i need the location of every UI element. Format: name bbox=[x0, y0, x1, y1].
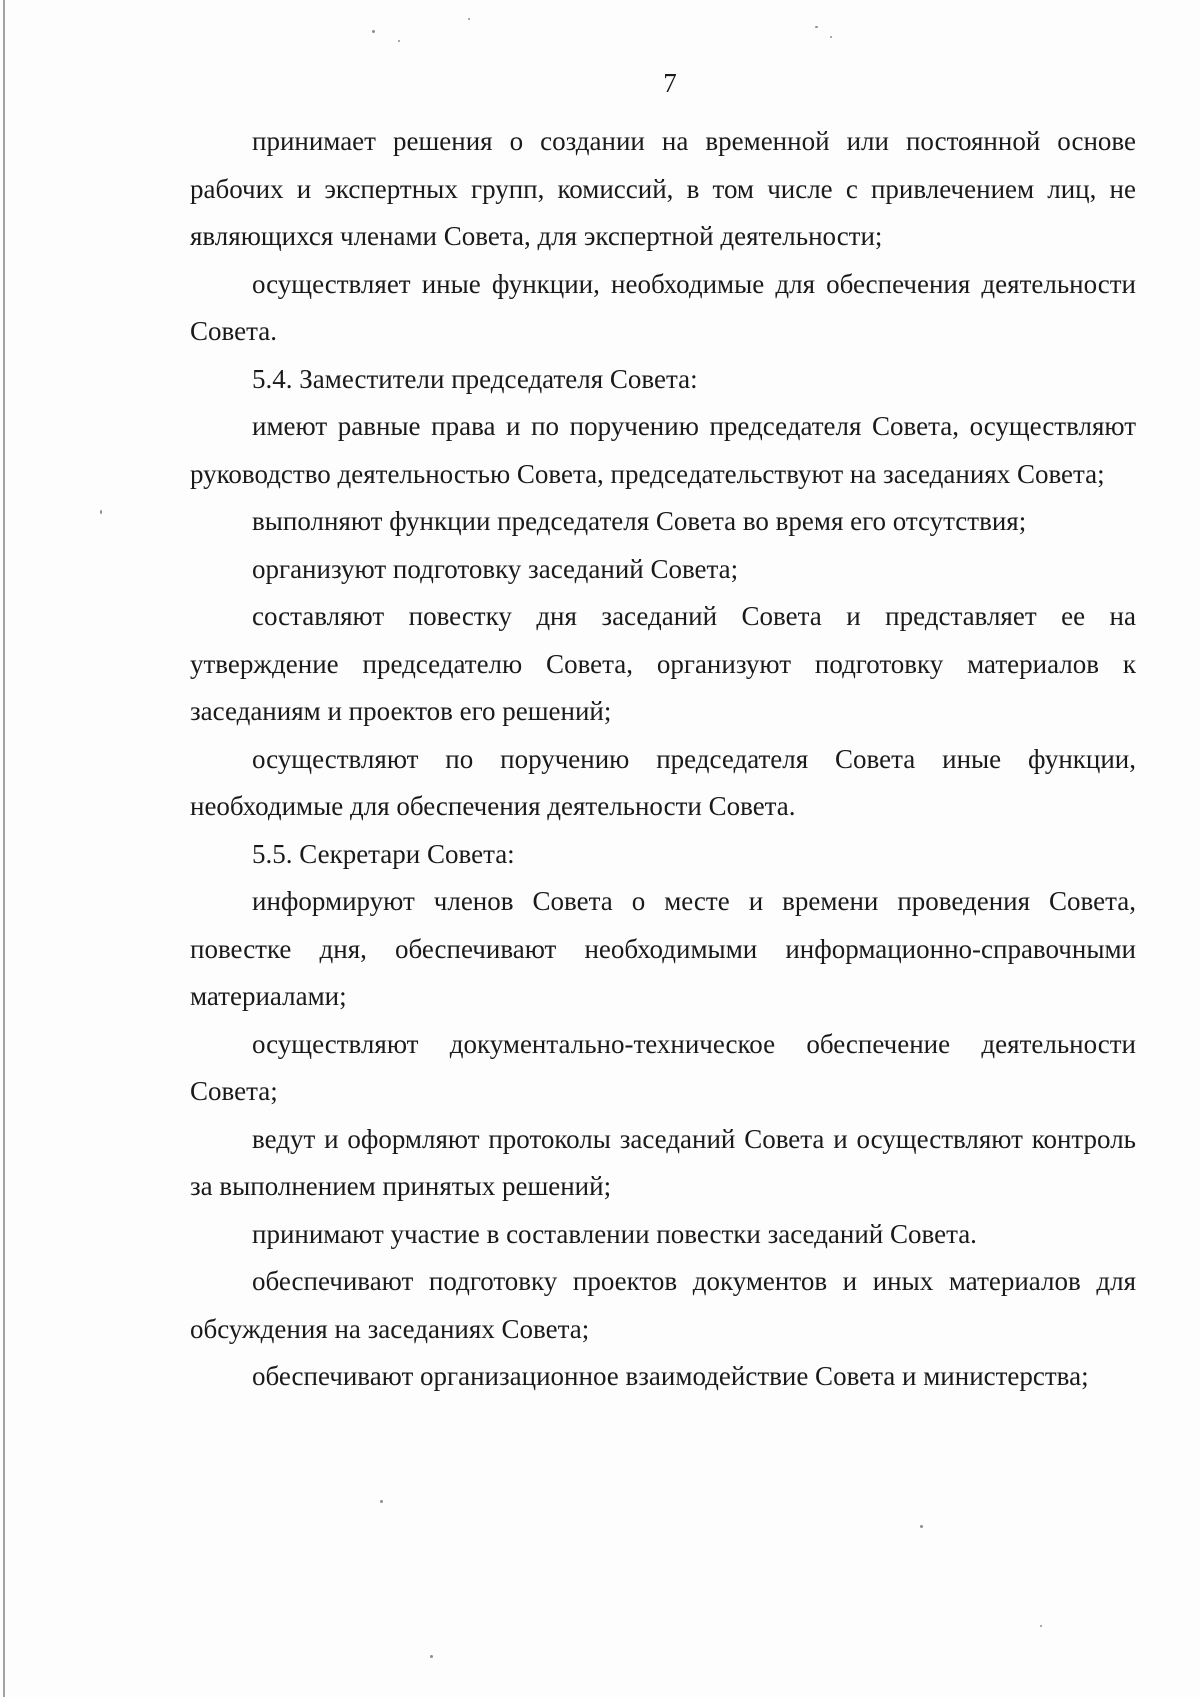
scan-left-edge bbox=[3, 0, 5, 1697]
scan-speck bbox=[920, 1525, 923, 1528]
scan-speck bbox=[468, 18, 470, 20]
paragraph: осуществляет иные функции, необходимые для обеспечения деятельности Совета. bbox=[190, 268, 1136, 346]
scan-speck bbox=[100, 510, 102, 514]
paragraph: выполняют функции председателя Совета во время его отсутствия; bbox=[252, 506, 1027, 536]
section-heading-5-5: 5.5. Секретари Совета: bbox=[252, 838, 515, 869]
scan-speck bbox=[430, 1655, 433, 1658]
paragraph: осуществляют документально-техническое обеспечение деятельности Совета; bbox=[190, 1028, 1136, 1106]
paragraph: принимает решения о создании на временной или постоянной основе рабочих и экспертных групп, комиссий, в том числе с привлечением лиц, не являющихся членами Совета, для экспертной деятельности; bbox=[190, 126, 1136, 251]
scan-speck bbox=[1040, 1625, 1042, 1627]
scan-speck bbox=[372, 30, 375, 33]
paragraph: принимают участие в составлении повестки заседаний Совета. bbox=[252, 1218, 977, 1249]
paragraph: имеют равные права и по поручению председателя Совета, осуществляют руководство деятельностью Совета, председательствуют на заседаниях Совета; bbox=[190, 411, 1136, 489]
paragraph: составляют повестку дня заседаний Совета и представляет ее на утверждение председателю Совета, организуют подготовку материалов к заседаниям и проектов его решений; bbox=[190, 601, 1136, 726]
section-heading-5-4: 5.4. Заместители председателя Совета: bbox=[252, 363, 698, 394]
scan-speck bbox=[815, 26, 818, 28]
scan-speck bbox=[830, 36, 832, 38]
paragraph: обеспечивают подготовку проектов документов и иных материалов для обсуждения на заседаниях Совета; bbox=[190, 1266, 1136, 1344]
document-body bbox=[190, 118, 1136, 1401]
paragraph: информируют членов Совета о месте и времени проведения Совета, повестке дня, обеспечивают необходимыми информационно-справочными материалами; bbox=[190, 886, 1136, 1011]
paragraph: обеспечивают организационное взаимодействие Совета и министерства; bbox=[252, 1361, 1089, 1391]
paragraph: осуществляют по поручению председателя Совета иные функции, необходимые для обеспечения деятельности Совета. bbox=[190, 743, 1136, 821]
scan-speck bbox=[380, 1500, 383, 1503]
scan-speck bbox=[398, 40, 400, 42]
paragraph: организуют подготовку заседаний Совета; bbox=[252, 553, 739, 584]
page-number: 7 bbox=[663, 68, 677, 98]
paragraph: ведут и оформляют протоколы заседаний Совета и осуществляют контроль за выполнением принятых решений; bbox=[190, 1123, 1136, 1201]
